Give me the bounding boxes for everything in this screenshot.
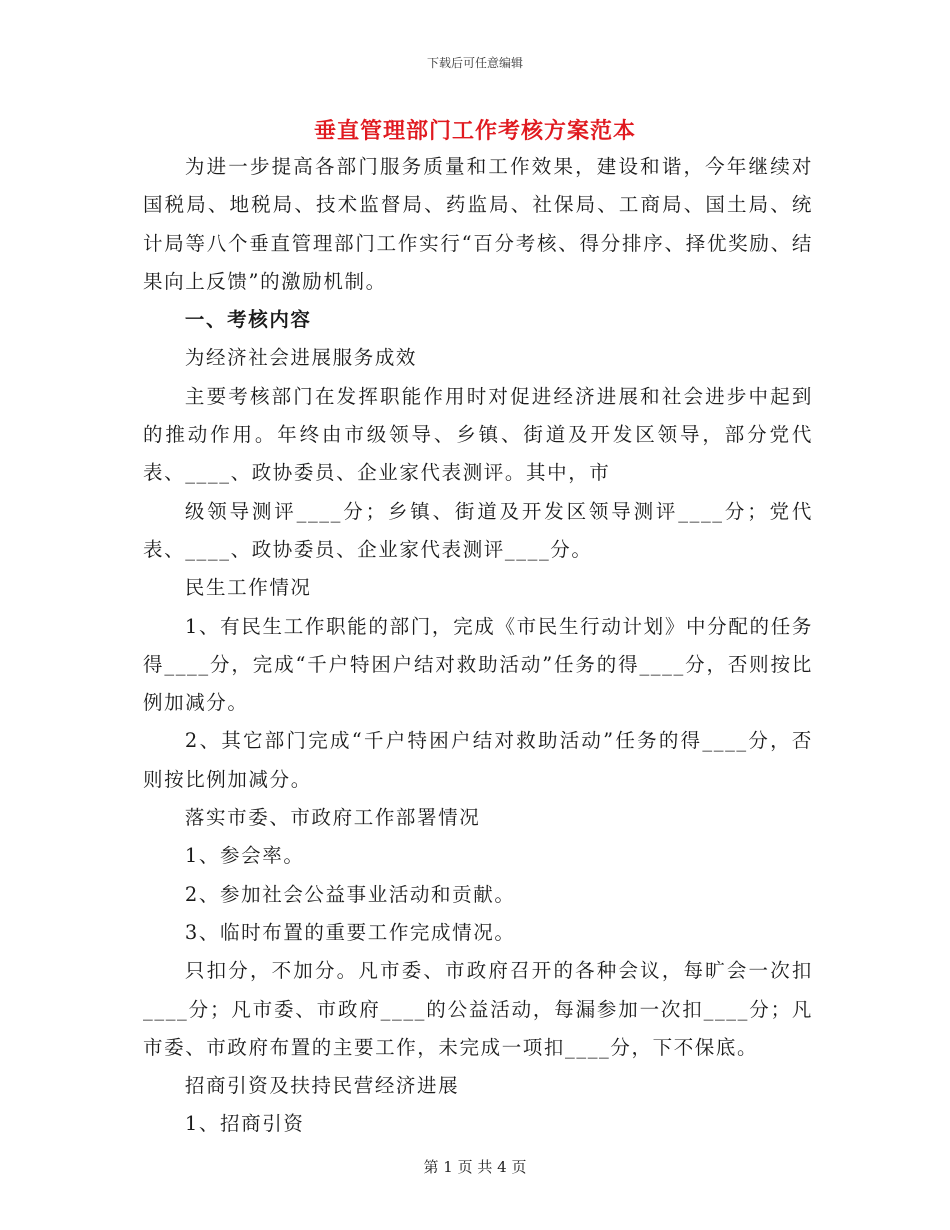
subsection-title: 为经济社会进展服务成效 — [184, 346, 418, 370]
document-body — [143, 148, 813, 1144]
subsection-title: 民生工作情况 — [184, 576, 312, 600]
body-paragraph: 2、其它部门完成“千户特困户结对救助活动”任务的得____分，否则按比例加减分。 — [143, 729, 813, 791]
list-item: 3、临时布置的重要工作完成情况。 — [184, 920, 516, 944]
body-paragraph: 1、有民生工作职能的部门，完成《市民生行动计划》中分配的任务得____分，完成“千户特困户结对救助活动”任务的得____分，否则按比例加减分。 — [143, 614, 813, 715]
subsection-title: 招商引资及扶持民营经济进展 — [184, 1074, 460, 1098]
list-item: 1、参会率。 — [184, 844, 305, 868]
intro-paragraph: 为进一步提高各部门服务质量和工作效果，建设和谐，今年继续对国税局、地税局、技术监督局、药监局、社保局、工商局、国土局、统计局等八个垂直管理部门工作实行“百分考核、得分排序、择优奖励、结果向上反馈”的激励机制。 — [143, 155, 813, 293]
page-number: 第 1 页 共 4 页 — [423, 1158, 527, 1176]
section-heading: 一、考核内容 — [184, 308, 312, 332]
body-paragraph: 只扣分，不加分。凡市委、市政府召开的各种会议，每旷会一次扣____分；凡市委、市政府____的公益活动，每漏参加一次扣____分；凡市委、市政府布置的主要工作，未完成一项扣____分，下不保底。 — [143, 959, 813, 1059]
body-paragraph: 主要考核部门在发挥职能作用时对促进经济进展和社会进步中起到的推动作用。年终由市级领导、乡镇、街道及开发区领导，部分党代表、____、政协委员、企业家代表测评。其中，市 — [143, 384, 813, 485]
body-paragraph: 级领导测评____分；乡镇、街道及开发区领导测评____分；党代表、____、政协委员、企业家代表测评____分。 — [143, 499, 813, 561]
document-title: 垂直管理部门工作考核方案范本 — [313, 118, 636, 144]
list-item: 1、招商引资 — [184, 1112, 305, 1136]
subsection-title: 落实市委、市政府工作部署情况 — [184, 806, 481, 830]
list-item: 2、参加社会公益事业活动和贡献。 — [184, 882, 516, 906]
header-note: 下载后可任意编辑 — [426, 56, 523, 70]
